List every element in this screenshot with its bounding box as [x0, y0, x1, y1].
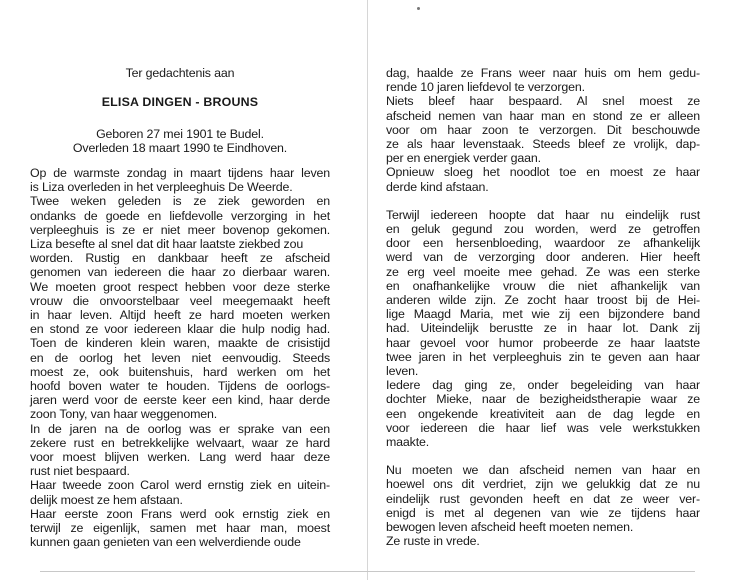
text-line: Twee weken geleden is ze ziek geworden en — [30, 194, 330, 209]
text-line: leven. — [386, 364, 419, 379]
text-line: dag, haalde ze Frans weer naar huis om hem gedu- — [386, 66, 700, 80]
text-line: Op de warmste zondag in maart tijdens haar leven — [30, 166, 330, 180]
life-dates — [30, 127, 330, 155]
paragraph-gap — [386, 194, 700, 208]
text-line: enigd is met al degenen van wie ze tijdens haar — [386, 505, 700, 520]
death-line: Overleden 18 maart 1990 te Eindhoven. — [72, 141, 288, 156]
left-body-text — [30, 166, 330, 549]
text-line: hoofd boven water te houden. Tijdens de oorlogs- — [30, 379, 330, 394]
text-line: bewogen leven afscheid heeft moeten nemen. — [386, 520, 634, 535]
text-line: jaren werd voor de eerste keer een kind, haar derde — [30, 393, 330, 408]
text-line: twee jaren in het verpleeghuis zin te geven aan haar — [386, 349, 700, 364]
text-line: en de oorlog het leven niet eenvoudig. Steeds — [30, 350, 330, 365]
text-line: anderen wilde zijn. Ze zocht haar troost bij de Hei- — [386, 293, 700, 308]
text-line: had. Uiteindelijk berustte ze in haar lot. Dank zij — [386, 321, 700, 336]
text-line: Niets bleef haar bespaard. Al snel moest ze — [386, 94, 700, 109]
text-line: hoewel ons dit verdriet, zijn we gelukkig dat ze nu — [386, 477, 700, 492]
text-line: ze als haar levenstaak. Steeds bleef ze vrolijk, dap- — [386, 137, 700, 152]
text-line: Liza besefte al snel dat dit haar laatste ziekbed zou — [30, 237, 304, 252]
text-line: ze erg veel moeite mee gehad. Ze was een sterke — [386, 264, 700, 279]
text-line: maakte. — [386, 435, 430, 450]
text-line: genomen van iedereen die haar zo dierbaar waren. — [30, 265, 330, 280]
paragraph-gap — [386, 449, 700, 463]
text-line: voor iedereen die haar lief was vele werkstukken — [386, 420, 700, 435]
card-bottom-edge — [40, 571, 695, 572]
text-line: Opnieuw sloeg het noodlot toe en moest ze haar — [386, 165, 700, 180]
text-line: verpleeghuis is ze er niet meer bovenop gekomen. — [30, 222, 330, 237]
deceased-name: ELISA DINGEN - BROUNS — [101, 95, 259, 109]
text-line: In de jaren na de oorlog was er sprake van een — [30, 421, 330, 436]
text-line: werd van de verzorging door anderen. Hier heeft — [386, 250, 700, 265]
fold-line — [367, 0, 368, 580]
text-line: in haar leven. Altijd heeft ze hard moeten werken — [30, 308, 330, 323]
text-line: is Liza overleden in het verpleeghuis De Weerde. — [30, 180, 293, 195]
print-speck — [417, 7, 420, 10]
text-line: ondanks de goede en liefdevolle verzorging in het — [30, 208, 330, 223]
text-line: afscheid nemen van haar man en stond ze er alleen — [386, 108, 700, 123]
text-line: Terwijl iedereen hoopte dat haar nu eindelijk rust — [386, 207, 700, 222]
text-line: moest ze, ook buitenshuis, hard werken om het — [30, 364, 330, 379]
birth-line: Geboren 27 mei 1901 te Budel. — [96, 127, 264, 141]
text-line: en geluk gegund zou worden, werd ze getroffen — [386, 222, 700, 237]
text-line: kunnen gaan genieten van een welverdiende oude — [30, 535, 301, 550]
text-line: Toen de kinderen klein waren, maakte de crisistijd — [30, 336, 330, 351]
text-line: en stond ze voor iedereen klaar die hulp nodig had. — [30, 322, 330, 337]
text-line: Iedere dag ging ze, onder begeleiding van haar — [386, 378, 700, 393]
text-line: rende 10 jaren liefdevol te verzorgen. — [386, 80, 585, 95]
text-line: per en energiek verder gaan. — [386, 151, 541, 166]
text-line: Ze ruste in vrede. — [386, 534, 480, 549]
text-line: door een hersenbloeding, waardoor ze afhankelijk — [386, 236, 700, 251]
text-line: voor moest blijven werken. Lang werd haar deze — [30, 450, 330, 465]
text-line: Haar eerste zoon Frans werd ook ernstig ziek en — [30, 506, 330, 521]
text-line: We moeten groot respect hebben voor deze sterke — [30, 279, 330, 294]
text-line: rust niet bespaard. — [30, 464, 130, 479]
text-line: haar gevoel voor humor probeerde ze haar laatste — [386, 335, 700, 350]
text-line: een ongekende kreativiteit aan de dag legde en — [386, 406, 700, 421]
text-line: delijk moest ze hem afstaan. — [30, 492, 183, 507]
text-line: voor om haar zoon te verzorgen. Dit beschouwde — [386, 122, 700, 137]
text-line: lige Maagd Maria, met wie zij een bijzondere band — [386, 307, 700, 322]
text-line: derde kind afstaan. — [386, 179, 489, 194]
text-line: vrouw die onvoorstelbaar veel meegemaakt heeft — [30, 293, 330, 308]
right-body-text — [386, 66, 700, 549]
text-line: terwijl ze eigenlijk, samen met haar man, moest — [30, 521, 330, 536]
memorial-intro: Ter gedachtenis aan — [125, 66, 235, 80]
text-line: worden. Rustig en dankbaar heeft ze afscheid — [30, 251, 330, 266]
text-line: Nu moeten we dan afscheid nemen van haar en — [386, 463, 700, 478]
text-line: zekere rust en betrekkelijke welvaart, waar ze hard — [30, 435, 330, 450]
text-line: en onafhankelijke vrouw die niet afhankelijk van — [386, 278, 700, 293]
text-line: eindelijk rust gevonden heeft en dat ze weer ver- — [386, 491, 700, 506]
text-line: dochter Mieke, naar de bezigheidstherapie waar ze — [386, 392, 700, 407]
text-line: Haar tweede zoon Carol werd ernstig ziek en uitein- — [30, 478, 330, 493]
text-line: zoon Tony, van haar weggenomen. — [30, 407, 218, 422]
